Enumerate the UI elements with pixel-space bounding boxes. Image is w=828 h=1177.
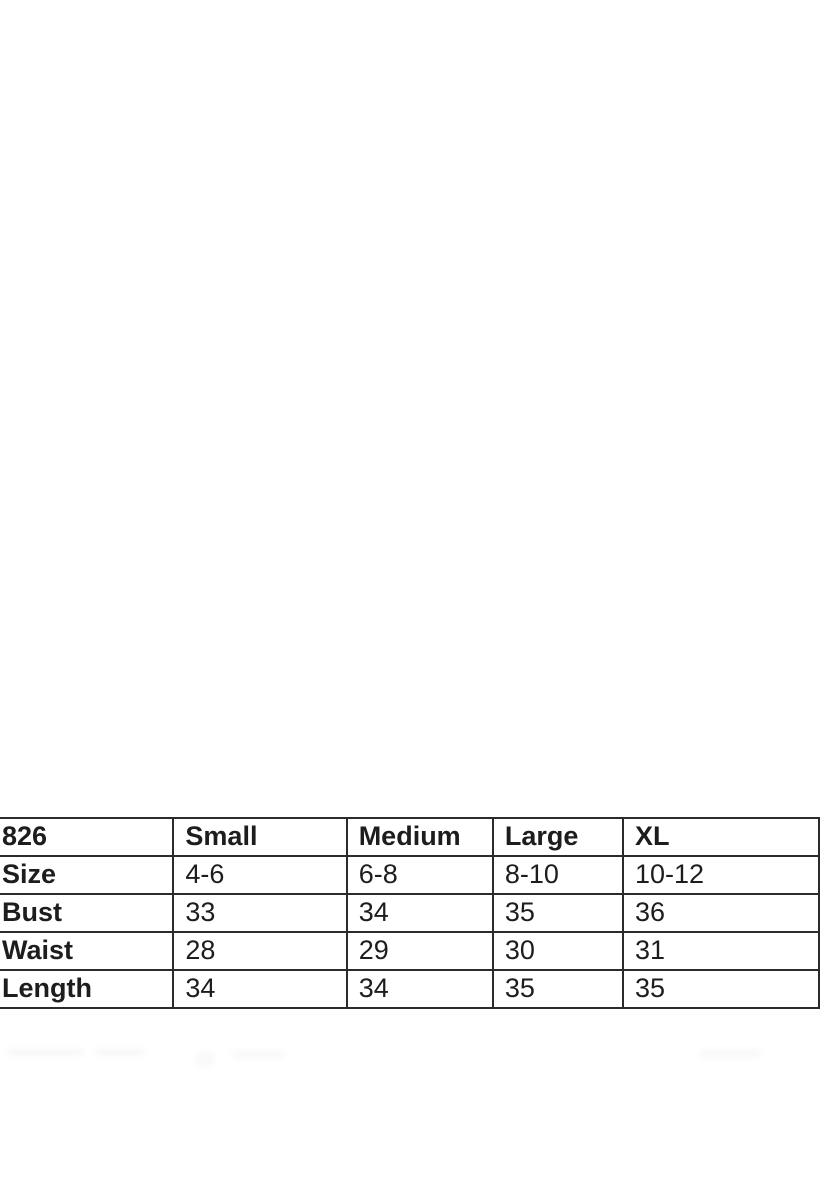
value-cell: 10-12 bbox=[623, 856, 819, 894]
value-cell: 33 bbox=[173, 894, 346, 932]
header-cell-medium: Medium bbox=[347, 818, 493, 856]
row-label-cell: Length bbox=[0, 970, 173, 1008]
value-cell: 34 bbox=[347, 894, 493, 932]
header-row bbox=[0, 818, 819, 856]
faint-artifact bbox=[96, 1048, 144, 1057]
table-row-length bbox=[0, 970, 819, 1008]
value-cell: 36 bbox=[623, 894, 819, 932]
header-cell-xl: XL bbox=[623, 818, 819, 856]
faint-artifact bbox=[8, 1048, 83, 1057]
table-row-bust bbox=[0, 894, 819, 932]
value-cell: 29 bbox=[347, 932, 493, 970]
value-cell: 4-6 bbox=[173, 856, 346, 894]
size-chart-table bbox=[0, 817, 820, 1009]
table-row-waist bbox=[0, 932, 819, 970]
value-cell: 6-8 bbox=[347, 856, 493, 894]
value-cell: 35 bbox=[493, 894, 623, 932]
header-cell-small: Small bbox=[173, 818, 346, 856]
value-cell: 8-10 bbox=[493, 856, 623, 894]
value-cell: 35 bbox=[623, 970, 819, 1008]
row-label-cell: Waist bbox=[0, 932, 173, 970]
value-cell: 34 bbox=[347, 970, 493, 1008]
faint-artifact bbox=[700, 1049, 760, 1058]
value-cell: 30 bbox=[493, 932, 623, 970]
faint-artifact bbox=[196, 1052, 214, 1066]
header-cell-product-code: 826 bbox=[0, 818, 173, 856]
value-cell: 28 bbox=[173, 932, 346, 970]
faint-artifact bbox=[232, 1050, 284, 1059]
row-label-cell: Size bbox=[0, 856, 173, 894]
value-cell: 31 bbox=[623, 932, 819, 970]
header-cell-large: Large bbox=[493, 818, 623, 856]
table-row-size bbox=[0, 856, 819, 894]
value-cell: 34 bbox=[173, 970, 346, 1008]
row-label-cell: Bust bbox=[0, 894, 173, 932]
value-cell: 35 bbox=[493, 970, 623, 1008]
